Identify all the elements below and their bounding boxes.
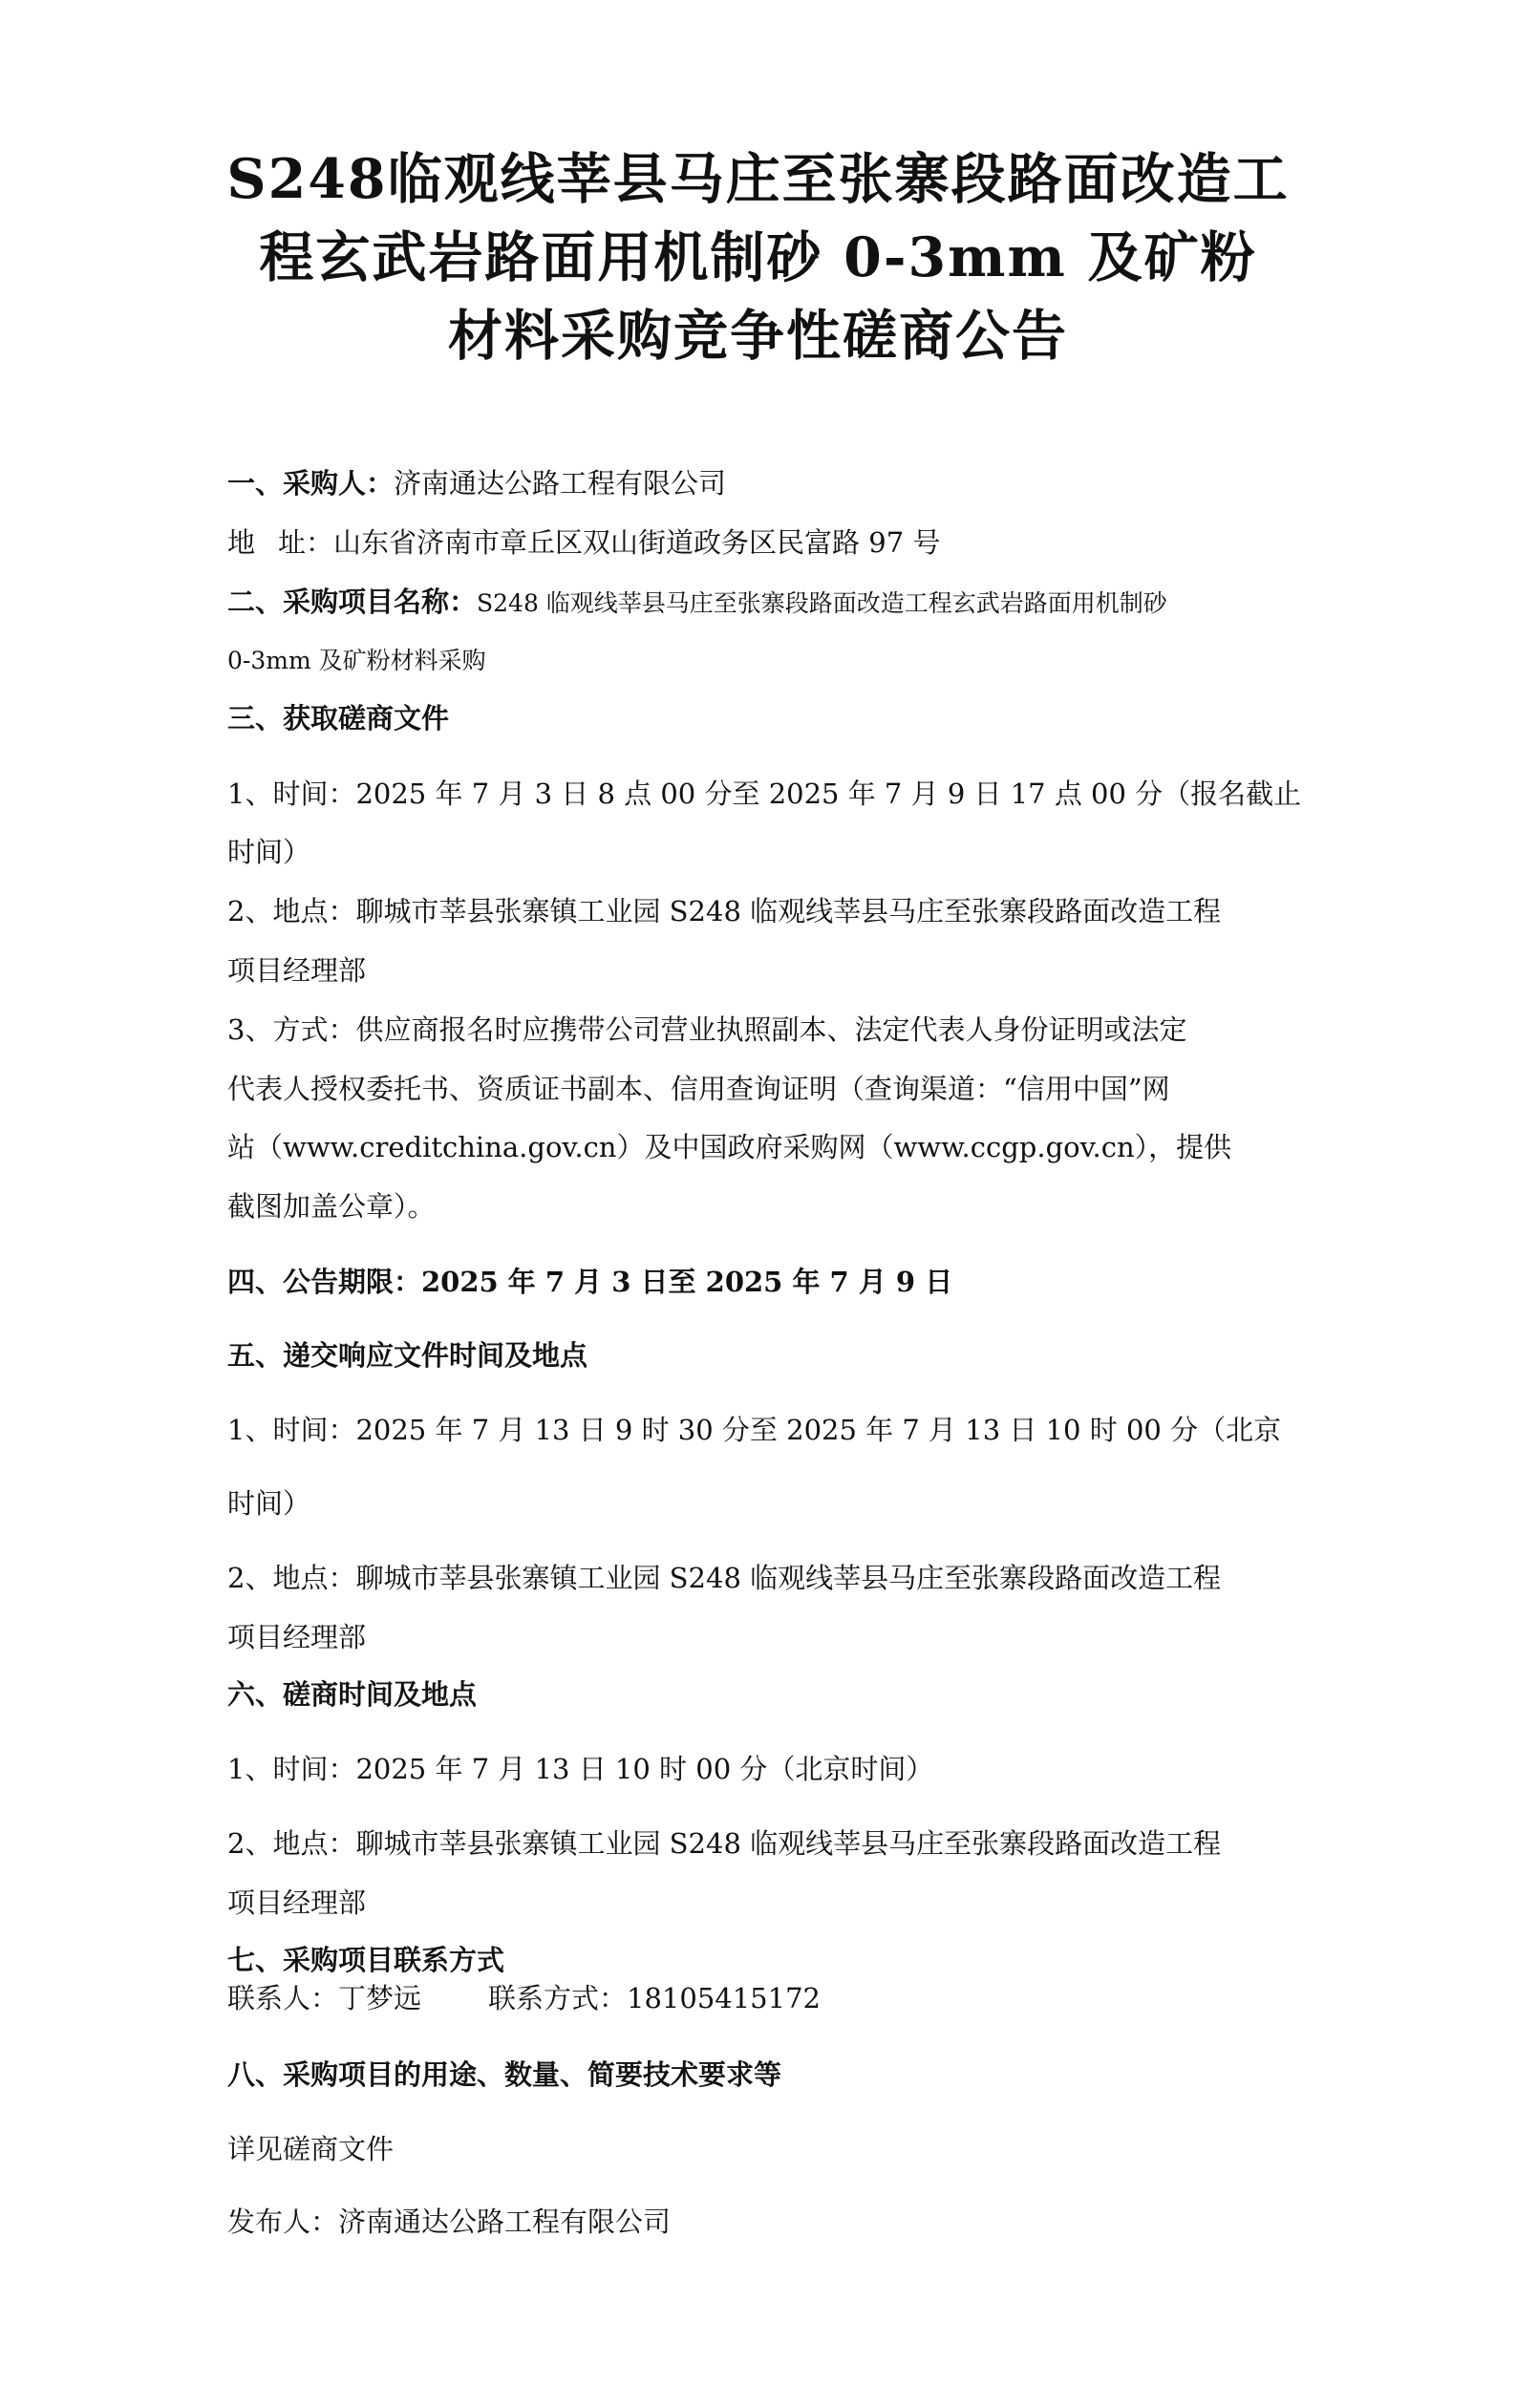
project-name-line-2: 0-3mm 及矿粉材料采购	[227, 647, 486, 674]
section-8-detail: 详见磋商文件	[227, 2133, 395, 2165]
address-label-a: 地	[227, 526, 256, 559]
address-value: 山东省济南市章丘区双山街道政务区民富路 97 号	[333, 526, 941, 559]
submit-place-line-2: 项目经理部	[227, 1621, 367, 1653]
section-6-heading: 六、磋商时间及地点	[227, 1678, 478, 1711]
obtain-method-line-1: 3、方式：供应商报名时应携带公司营业执照副本、法定代表人身份证明或法定	[227, 1013, 1187, 1046]
page-title-line-3: 材料采购竞争性磋商公告	[448, 304, 1068, 368]
section-8-heading: 八、采购项目的用途、数量、简要技术要求等	[227, 2058, 782, 2091]
submit-time-line-1: 1、时间：2025 年 7 月 13 日 9 时 30 分至 2025 年 7 月 13 日 10 时 00 分（北京	[227, 1414, 1282, 1446]
obtain-place-line-1: 2、地点：聊城市莘县张寨镇工业园 S248 临观线莘县马庄至张寨段路面改造工程	[227, 895, 1222, 927]
section-5-heading: 五、递交响应文件时间及地点	[227, 1339, 588, 1372]
section-4-heading: 四、公告期限：2025 年 7 月 3 日至 2025 年 7 月 9 日	[227, 1266, 953, 1298]
section-7-heading: 七、采购项目联系方式	[227, 1944, 505, 1976]
page-title-line-1: S248临观线莘县马庄至张寨段路面改造工	[226, 147, 1290, 211]
obtain-time-line-1: 1、时间：2025 年 7 月 3 日 8 点 00 分至 2025 年 7 月 9 日 17 点 00 分（报名截止	[227, 778, 1302, 810]
contact-phone: 联系方式：18105415172	[488, 1982, 821, 2014]
project-name-heading: 二、采购项目名称：	[227, 586, 478, 618]
purchaser-line	[227, 464, 726, 502]
purchaser-name: 济南通达公路工程有限公司	[394, 467, 727, 500]
publisher-name: 济南通达公路工程有限公司	[338, 2206, 672, 2238]
address-line	[227, 523, 940, 562]
obtain-method-line-4: 截图加盖公章）。	[227, 1190, 436, 1223]
publisher-line	[227, 2203, 671, 2241]
consult-time-line: 1、时间：2025 年 7 月 13 日 10 时 00 分（北京时间）	[227, 1753, 934, 1785]
consult-place-line-2: 项目经理部	[227, 1886, 367, 1919]
project-name-value-1: S248 临观线莘县马庄至张寨段路面改造工程玄武岩路面用机制砂	[477, 589, 1167, 617]
obtain-method-line-3: 站（www.creditchina.gov.cn）及中国政府采购网（www.ccgp.gov.cn），提供	[227, 1131, 1232, 1163]
page-title-line-2: 程玄武岩路面用机制砂 0-3mm 及矿粉	[259, 225, 1257, 289]
address-label-b: 址：	[278, 526, 334, 559]
project-name-line-1	[227, 583, 1167, 623]
obtain-time-line-2: 时间）	[227, 836, 311, 868]
obtain-place-line-2: 项目经理部	[227, 954, 367, 987]
publisher-label: 发布人：	[227, 2206, 339, 2238]
purchaser-heading: 一、采购人：	[227, 467, 395, 500]
contact-person: 联系人：丁梦远	[227, 1982, 422, 2014]
consult-place-line-1: 2、地点：聊城市莘县张寨镇工业园 S248 临观线莘县马庄至张寨段路面改造工程	[227, 1827, 1222, 1860]
section-3-heading: 三、获取磋商文件	[227, 702, 450, 735]
submit-time-line-2: 时间）	[227, 1487, 311, 1520]
contact-line	[227, 1979, 821, 2017]
submit-place-line-1: 2、地点：聊城市莘县张寨镇工业园 S248 临观线莘县马庄至张寨段路面改造工程	[227, 1562, 1222, 1594]
obtain-method-line-2: 代表人授权委托书、资质证书副本、信用查询证明（查询渠道：“信用中国”网	[227, 1073, 1170, 1105]
